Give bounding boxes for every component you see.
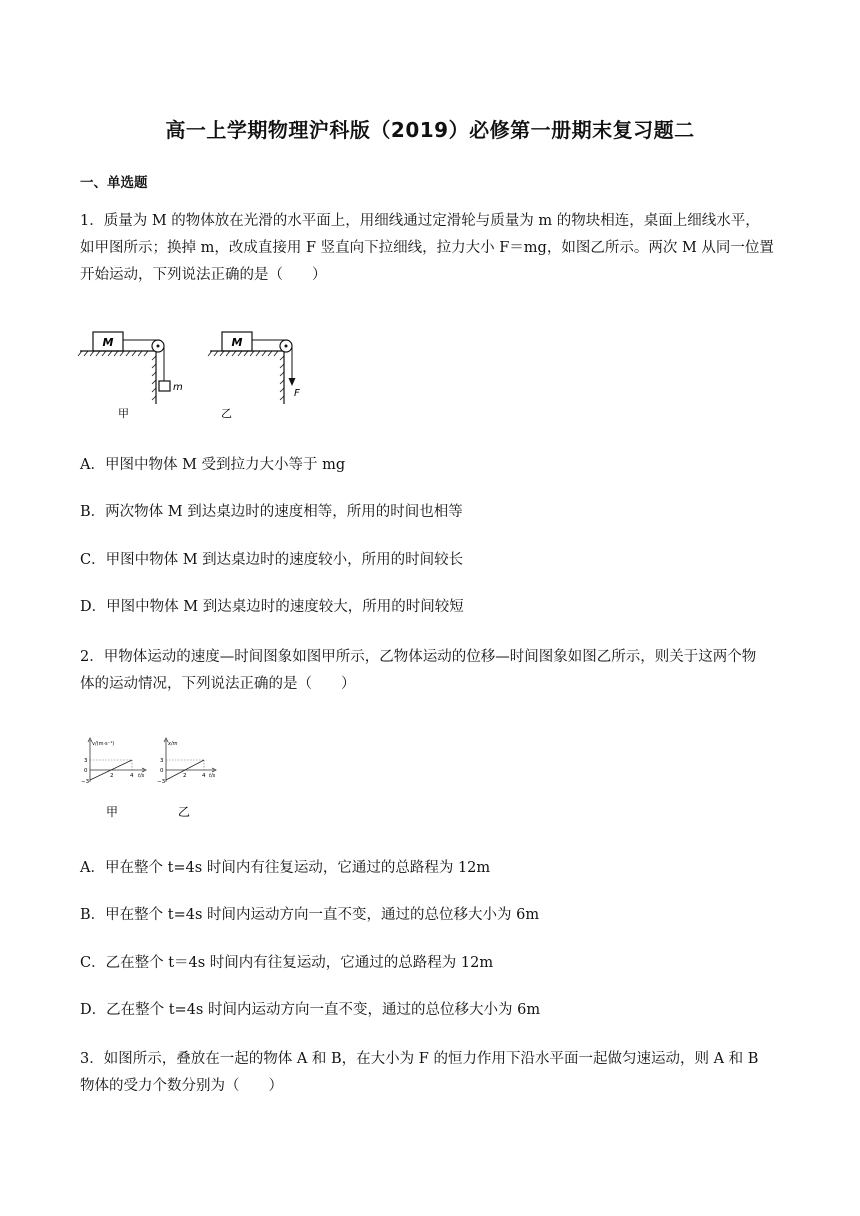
x-tick-2-right: 2 [183,773,187,779]
figure-yi [208,332,300,420]
y-label-left: v/(m·s⁻¹) [92,741,115,747]
x-label-right: t/s [209,773,216,779]
hanging-block [159,381,170,391]
y-tick-3-left: 3 [84,758,88,764]
force-arrow-head-icon [289,378,296,386]
question-1-text [80,208,785,289]
caption-graph-yi: 乙 [178,805,191,819]
y-tick-0-left: 0 [84,768,88,774]
block-label-left: M [102,336,114,349]
table-hatch-left [78,351,148,356]
q1-option-a[interactable]: A．甲图中物体 M 受到拉力大小等于 mg [80,457,346,473]
q2-option-a[interactable]: A．甲在整个 t=4s 时间内有往复运动，它通过的总路程为 12m [80,860,491,876]
hanging-block-label: m [173,382,183,393]
pulley-axle-left [157,345,160,348]
leg-hatch-left [152,356,156,400]
graph-yi [157,738,216,819]
question-3-line-2: 物体的受力个数分别为（ ） [80,1078,283,1094]
page-title: 高一上学期物理沪科版（2019）必修第一册期末复习题二 [165,118,695,142]
caption-graph-jia: 甲 [106,805,119,819]
x-tick-2-left: 2 [110,773,114,779]
q1-option-b[interactable]: B．两次物体 M 到达桌边时的速度相等，所用的时间也相等 [80,504,463,520]
question-1-figure [76,322,306,422]
x-label-left: t/s [138,773,145,779]
question-2-line-2: 体的运动情况，下列说法正确的是（ ） [80,676,356,692]
figure-jia [78,332,183,420]
question-1-line-2: 如甲图所示；换掉 m，改成直接用 F 竖直向下拉细线，拉力大小 F＝mg，如图乙所示。两次 M 从同一位置 [80,240,774,256]
q1-option-d[interactable]: D．甲图中物体 M 到达桌边时的速度较大，所用的时间较短 [80,599,464,615]
force-label: F [294,388,300,399]
question-2-line-1: 2．甲物体运动的速度—时间图象如图甲所示，乙物体运动的位移—时间图象如图乙所示，则关于这两个物 [80,649,757,665]
x-tick-4-left: 4 [130,773,134,779]
x-tick-4-right: 4 [202,773,206,779]
question-3-line-1: 3．如图所示，叠放在一起的物体 A 和 B，在大小为 F 的恒力作用下沿水平面一起做匀速运动，则 A 和 B [80,1051,759,1067]
pulley-axle-right [285,345,288,348]
section-heading: 一、单选题 [80,175,148,191]
y-tick-neg3-right: −3 [157,779,166,785]
caption-yi: 乙 [221,407,232,420]
q1-option-c[interactable]: C．甲图中物体 M 到达桌边时的速度较小，所用的时间较长 [80,552,464,568]
y-label-right: x/m [168,741,178,747]
caption-jia: 甲 [118,407,129,420]
q2-option-d[interactable]: D．乙在整个 t=4s 时间内运动方向一直不变，通过的总位移大小为 6m [80,1002,541,1018]
q2-option-b[interactable]: B．甲在整个 t=4s 时间内运动方向一直不变，通过的总位移大小为 6m [80,907,540,923]
graph-jia [81,738,146,819]
question-3-text [80,1046,785,1100]
question-1-line-3: 开始运动，下列说法正确的是（ ） [80,267,327,283]
question-1-line-1: 1．质量为 M 的物体放在光滑的水平面上，用细线通过定滑轮与质量为 m 的物块相连，桌面上细线水平， [80,213,760,229]
question-2-text [80,644,785,698]
y-tick-0-right: 0 [160,768,164,774]
block-label-right: M [231,336,243,349]
question-2-figure [80,736,225,822]
table-hatch-right [208,351,278,356]
y-tick-3-right: 3 [160,758,164,764]
y-tick-neg3-left: −3 [81,779,90,785]
q2-option-c[interactable]: C．乙在整个 t＝4s 时间内有往复运动，它通过的总路程为 12m [80,955,494,971]
